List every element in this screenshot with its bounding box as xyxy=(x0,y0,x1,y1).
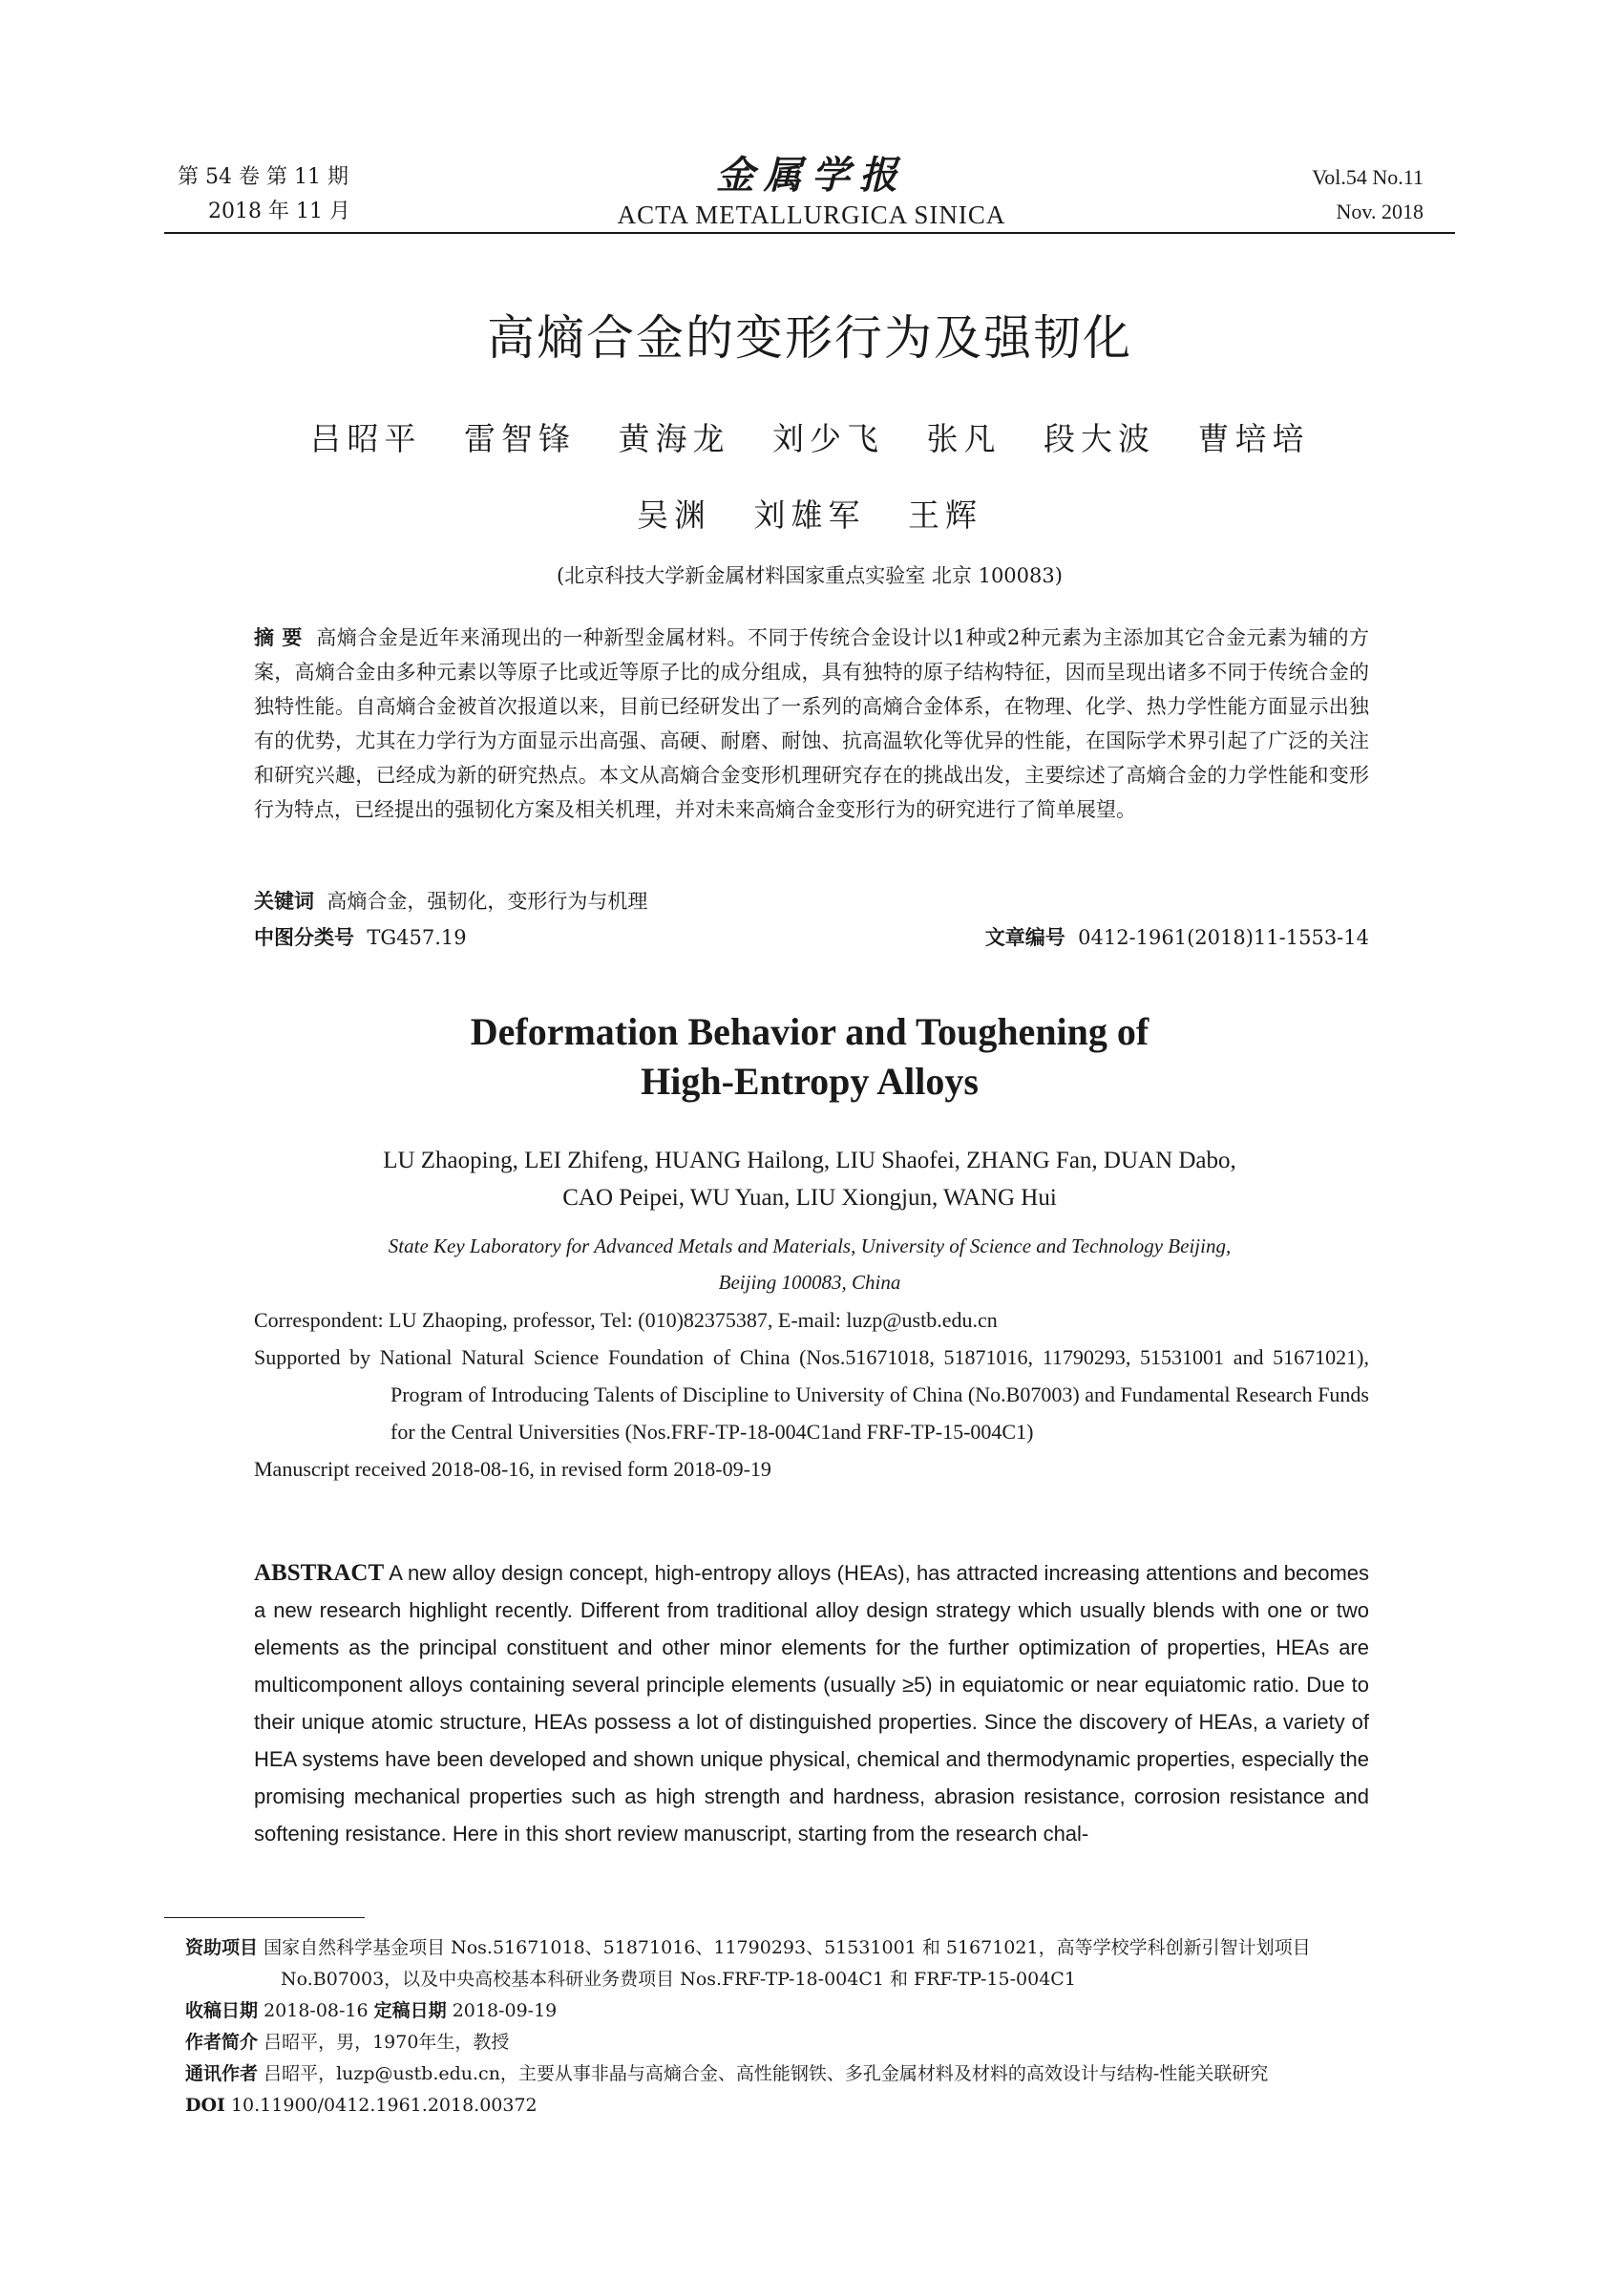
footnotes xyxy=(185,1932,1369,2121)
abstract-en-text: A new alloy design concept, high-entropy alloys (HEAs), has attracted increasing attentions and becomes a new research highlight recently. Different from traditional alloy design strategy which usually blends with one or two elements as the principal constituent and other minor elements for the further optimization of properties, HEAs are multicomponent alloys containing several principle elements (usually ≥5) in equiatomic or near equiatomic ratio. Due to their unique atomic structure, HEAs possess a lot of distinguished properties. Since the discovery of HEAs, a variety of HEA systems have been developed and shown unique physical, chemical and thermodynamic properties, especially the promising mechanical properties such as high strength and hardness, abrasion resistance, corrosion resistance and softening resistance. Here in this short review manuscript, starting from the research chal- xyxy=(254,1561,1370,1846)
authors-cn-line2: 吴渊 刘雄军 王辉 xyxy=(637,496,982,534)
footnote-funding xyxy=(185,1932,1369,1995)
issue-info-en xyxy=(1312,160,1424,229)
article-number xyxy=(985,922,1369,953)
received-label: 收稿日期 xyxy=(185,2000,259,2021)
abstract-cn xyxy=(254,621,1369,827)
received-value: 2018-08-16 xyxy=(264,2000,369,2021)
final-label: 定稿日期 xyxy=(373,2000,447,2021)
funding-en: Supported by National Natural Science Foundation of China (Nos.51671018, 51871016, 11790293, 51531001 and 51671021), Program of Introducing Talents of Discipline to University of China (No.B07003) and Fundamental Research Funds for the Central Universities (Nos.FRF-TP-18-004C1and FRF-TP-15-004C1) xyxy=(254,1345,1369,1444)
affiliation-cn: (北京科技大学新金属材料国家重点实验室 北京 100083) xyxy=(557,564,1063,587)
page-title-cn: 高熵合金的变形行为及强韧化 xyxy=(487,310,1132,366)
date-cn: 2018 年 11 月 xyxy=(208,200,350,223)
journal-name-cn: 金属学报 xyxy=(716,153,907,198)
corresponding-text: 吕昭平，luzp@ustb.edu.cn，主要从事非晶与高熵合金、高性能钢铁、多孔金属材料及材料的高效设计与结构-性能关联研究 xyxy=(264,2063,1269,2084)
manuscript-dates: Manuscript received 2018-08-16, in revised form 2018-09-19 xyxy=(254,1457,771,1481)
abstract-cn-text: 高熵合金是近年来涌现出的一种新型金属材料。不同于传统合金设计以1种或2种元素为主添加其它合金元素为辅的方案，高熵合金由多种元素以等原子比或近等原子比的成分组成，具有独特的原子结构特征，因而呈现出诸多不同于传统合金的独特性能。自高熵合金被首次报道以来，目前已经研发出了一系列的高熵合金体系，在物理、化学、热力学性能方面显示出独有的优势，尤其在力学行为方面显示出高强、高硬、耐磨、耐蚀、抗高温软化等优异的性能，在国际学术界引起了广泛的关注和研究兴趣，已经成为新的研究热点。本文从高熵合金变形机理研究存在的挑战出发，主要综述了高熵合金的力学性能和变形行为特点，已经提出的强韧化方案及相关机理，并对未来高熵合金变形行为的研究进行了简单展望。 xyxy=(254,626,1369,821)
keywords-cn-text: 高熵合金，强韧化，变形行为与机理 xyxy=(327,890,648,913)
volume-issue-en: Vol.54 No.11 xyxy=(1312,165,1424,189)
page-title-en xyxy=(164,1007,1455,1107)
footnote-divider xyxy=(164,1917,365,1918)
journal-name-en: ACTA METALLURGICA SINICA xyxy=(617,200,1006,229)
footnote-dates xyxy=(185,1995,1369,2027)
journal-masthead xyxy=(535,153,1088,231)
clc-label: 中图分类号 xyxy=(254,925,354,949)
affiliation-en xyxy=(164,1228,1455,1300)
classification-row xyxy=(254,922,1369,953)
doi-label: DOI xyxy=(185,2095,225,2116)
issue-info-cn xyxy=(178,160,350,229)
clc-number xyxy=(254,922,467,953)
header-divider xyxy=(164,232,1455,234)
article-number-label: 文章编号 xyxy=(984,925,1065,949)
correspondent: Correspondent: LU Zhaoping, professor, Tel: (010)82375387, E-mail: luzp@ustb.edu.cn xyxy=(254,1308,998,1332)
date-en: Nov. 2018 xyxy=(1336,200,1424,223)
affiliation-en-line2: Beijing 100083, China xyxy=(718,1271,901,1294)
doi-value: 10.11900/0412.1961.2018.00372 xyxy=(230,2095,538,2116)
clc-value: TG457.19 xyxy=(367,926,467,949)
footnote-corresponding xyxy=(185,2058,1369,2090)
funding-cn-text: 国家自然科学基金项目 Nos.51671018、51871016、11790293、51531001 和 51671021，高等学校学科创新引智计划项目 No.B07003，以及中央高校基本科研业务费项目 Nos.FRF-TP-18-004C1 和 FRF-TP-15-004C1 xyxy=(264,1937,1311,1990)
volume-issue-cn: 第 54 卷 第 11 期 xyxy=(178,165,348,189)
footnote-doi xyxy=(185,2090,1369,2121)
abstract-cn-label: 摘 要 xyxy=(254,625,303,649)
abstract-en-label: ABSTRACT xyxy=(254,1560,385,1586)
author-bio-label: 作者简介 xyxy=(185,2032,259,2053)
corresponding-label: 通讯作者 xyxy=(185,2063,259,2084)
keywords-cn-label: 关键词 xyxy=(254,889,314,913)
affiliation-en-line1: State Key Laboratory for Advanced Metals and Materials, University of Science and Technology Beijing, xyxy=(388,1234,1232,1257)
keywords-cn xyxy=(254,886,1369,917)
article-metadata-en xyxy=(254,1301,1369,1488)
funding-cn-label: 资助项目 xyxy=(185,1937,259,1958)
authors-en-line2: CAO Peipei, WU Yuan, LIU Xiongjun, WANG Hui xyxy=(562,1185,1057,1211)
abstract-en xyxy=(254,1554,1369,1852)
authors-en xyxy=(164,1142,1455,1216)
author-bio-text: 吕昭平，男，1970年生，教授 xyxy=(264,2032,510,2053)
final-value: 2018-09-19 xyxy=(452,2000,558,2021)
authors-en-line1: LU Zhaoping, LEI Zhifeng, HUANG Hailong, LIU Shaofei, ZHANG Fan, DUAN Dabo, xyxy=(383,1148,1236,1173)
article-number-value: 0412-1961(2018)11-1553-14 xyxy=(1078,926,1369,949)
footnote-author-bio xyxy=(185,2027,1369,2058)
title-en-line2: High-Entropy Alloys xyxy=(641,1060,979,1103)
authors-cn-line1: 吕昭平 雷智锋 黄海龙 刘少飞 张凡 段大波 曹培培 xyxy=(309,420,1310,457)
title-en-line1: Deformation Behavior and Toughening of xyxy=(470,1010,1149,1053)
